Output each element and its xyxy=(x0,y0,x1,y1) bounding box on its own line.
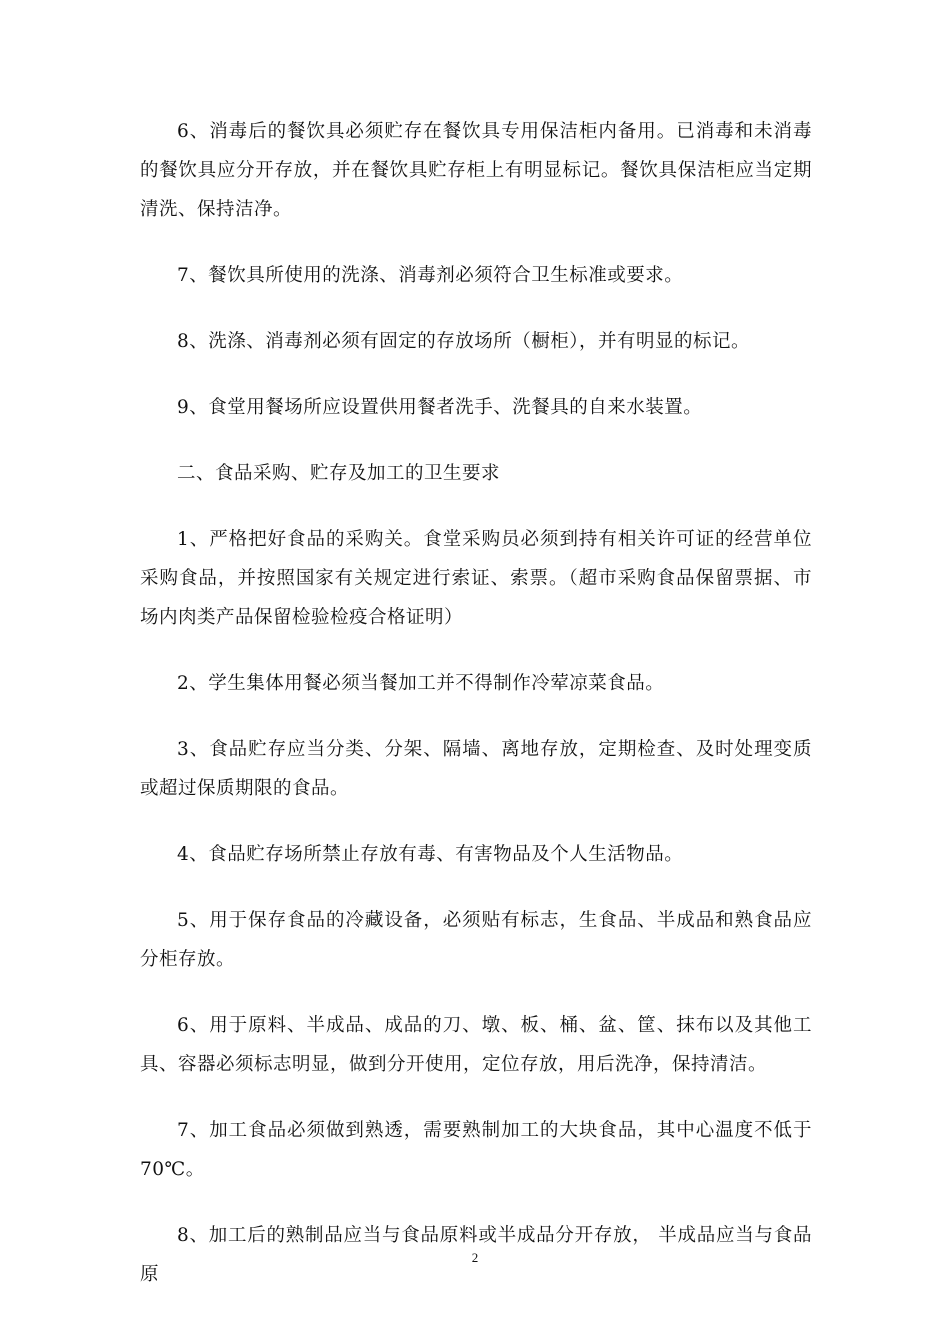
section-heading: 二、食品采购、贮存及加工的卫生要求 xyxy=(177,463,501,484)
paragraph-item-1-purchasing: 1、严格把好食品的采购关。食堂采购员必须到持有相关许可证的经营单位采购食品，并按照国家有关规定进行索证、索票。（超市采购食品保留票据、市场内肉类产品保留检验检疫合格证明） xyxy=(140,529,812,628)
paragraph-item-7-detergent: 7、餐饮具所使用的洗涤、消毒剂必须符合卫生标准或要求。 xyxy=(177,265,684,286)
page-number: 2 xyxy=(471,1250,479,1265)
paragraph-item-7-cooking: 7、加工食品必须做到熟透，需要熟制加工的大块食品，其中心温度不低于70℃。 xyxy=(140,1120,812,1180)
paragraph-item-8-detergent-storage: 8、洗涤、消毒剂必须有固定的存放场所（橱柜），并有明显的标记。 xyxy=(177,331,751,352)
paragraph-item-5-refrigeration: 5、用于保存食品的冷藏设备，必须贴有标志，生食品、半成品和熟食品应分柜存放。 xyxy=(140,910,812,970)
document-body xyxy=(140,112,812,1321)
paragraph-item-6-storage: 6、消毒后的餐饮具必须贮存在餐饮具专用保洁柜内备用。已消毒和未消毒的餐饮具应分开存放，并在餐饮具贮存柜上有明显标记。餐饮具保洁柜应当定期清洗、保持洁净。 xyxy=(140,121,812,220)
paragraph-item-9-tap-water: 9、食堂用餐场所应设置供用餐者洗手、洗餐具的自来水装置。 xyxy=(177,397,703,418)
paragraph-item-6-tools: 6、用于原料、半成品、成品的刀、墩、板、桶、盆、筐、抹布以及其他工具、容器必须标志明显，做到分开使用，定位存放，用后洗净，保持清洁。 xyxy=(140,1015,812,1075)
paragraph-item-3-food-storage: 3、食品贮存应当分类、分架、隔墙、离地存放，定期检查、及时处理变质或超过保质期限的食品。 xyxy=(140,739,812,799)
paragraph-item-2-student-meals: 2、学生集体用餐必须当餐加工并不得制作冷荤凉菜食品。 xyxy=(177,673,665,694)
paragraph-item-8-cooked-storage: 8、加工后的熟制品应当与食品原料或半成品分开存放， 半成品应当与食品原 xyxy=(140,1225,812,1285)
paragraph-item-4-storage-prohibition: 4、食品贮存场所禁止存放有毒、有害物品及个人生活物品。 xyxy=(177,844,684,865)
